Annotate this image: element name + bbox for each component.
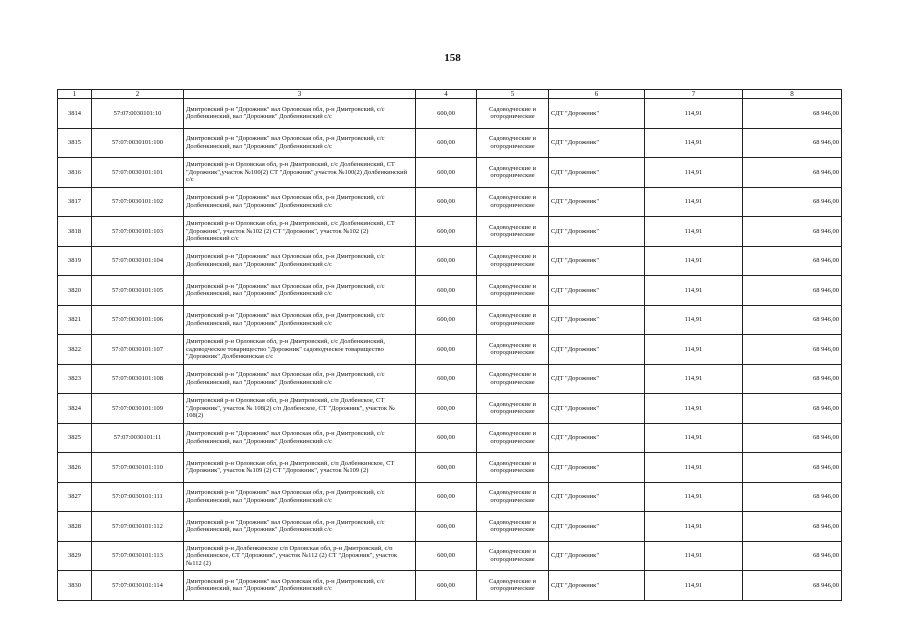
cadastral-value-cell: 68 946,00 [743,305,842,335]
cadastral-number-cell: 57:07:0030101:114 [92,571,184,601]
row-number-cell: 3817 [58,187,92,217]
address-cell: Дмитровский р-н "Дорожник" вал Орловская обл, р-н Дмитровский, с/с Долбенкинский, вал "Дорожник" Долбенкинский с/с [184,512,416,542]
row-number-cell: 3823 [58,364,92,394]
row-number-cell: 3820 [58,276,92,306]
page-number: 158 [444,52,461,64]
specific-value-cell: 114,91 [645,453,743,483]
land-use-cell: Садоводческие и огороднические [477,276,549,306]
column-header: 7 [645,90,743,99]
column-number-row [58,90,842,99]
address-cell: Дмитровский р-н "Дорожник" вал Орловская обл, р-н Дмитровский, с/с Долбенкинский, вал "Дорожник" Долбенкинский с/с [184,305,416,335]
row-number-cell: 3816 [58,158,92,188]
specific-value-cell: 114,91 [645,394,743,424]
land-use-cell: Садоводческие и огороднические [477,99,549,129]
table-row [58,128,842,158]
area-cell: 600,00 [416,217,477,247]
land-use-cell: Садоводческие и огороднические [477,394,549,424]
address-cell: Дмитровский р-н "Дорожник" вал Орловская обл, р-н Дмитровский, с/с Долбенкинский, вал "Дорожник" Долбенкинский с/с [184,99,416,129]
specific-value-cell: 114,91 [645,158,743,188]
land-use-cell: Садоводческие и огороднические [477,364,549,394]
column-header: 4 [416,90,477,99]
land-use-cell: Садоводческие и огороднические [477,423,549,453]
specific-value-cell: 114,91 [645,305,743,335]
land-use-cell: Садоводческие и огороднические [477,482,549,512]
cadastral-number-cell: 57:07:0030101:108 [92,364,184,394]
column-header: 5 [477,90,549,99]
land-use-cell: Садоводческие и огороднические [477,335,549,365]
area-cell: 600,00 [416,276,477,306]
area-cell: 600,00 [416,571,477,601]
land-use-cell: Садоводческие и огороднические [477,187,549,217]
land-use-cell: Садоводческие и огороднические [477,158,549,188]
table-row [58,158,842,188]
area-cell: 600,00 [416,158,477,188]
area-cell: 600,00 [416,541,477,571]
address-cell: Дмитровский р-н "Дорожник" вал Орловская обл, р-н Дмитровский, с/с Долбенкинский, вал "Дорожник" Долбенкинский с/с [184,482,416,512]
owner-cell: СДТ "Дорожник" [549,482,645,512]
specific-value-cell: 114,91 [645,335,743,365]
area-cell: 600,00 [416,99,477,129]
specific-value-cell: 114,91 [645,571,743,601]
table-row [58,335,842,365]
table-row [58,394,842,424]
land-use-cell: Садоводческие и огороднические [477,217,549,247]
cadastral-number-cell: 57:07:0030101:109 [92,394,184,424]
land-use-cell: Садоводческие и огороднические [477,541,549,571]
owner-cell: СДТ "Дорожник" [549,187,645,217]
specific-value-cell: 114,91 [645,482,743,512]
cadastral-value-cell: 68 946,00 [743,246,842,276]
address-cell: Дмитровский р-н "Дорожник" вал Орловская обл, р-н Дмитровский, с/с Долбенкинский, вал "Дорожник" Долбенкинский с/с [184,423,416,453]
cadastral-value-cell: 68 946,00 [743,571,842,601]
column-header: 8 [743,90,842,99]
area-cell: 600,00 [416,128,477,158]
row-number-cell: 3824 [58,394,92,424]
area-cell: 600,00 [416,482,477,512]
area-cell: 600,00 [416,246,477,276]
cadastral-value-cell: 68 946,00 [743,512,842,542]
owner-cell: СДТ "Дорожник" [549,246,645,276]
cadastral-value-cell: 68 946,00 [743,541,842,571]
cadastral-value-cell: 68 946,00 [743,217,842,247]
table-row [58,217,842,247]
cadastral-value-cell: 68 946,00 [743,364,842,394]
area-cell: 600,00 [416,512,477,542]
address-cell: Дмитровский р-н "Дорожник" вал Орловская обл, р-н Дмитровский, с/с Долбенкинский, вал "Дорожник" Долбенкинский с/с [184,187,416,217]
specific-value-cell: 114,91 [645,512,743,542]
cadastral-value-cell: 68 946,00 [743,158,842,188]
cadastral-value-cell: 68 946,00 [743,394,842,424]
row-number-cell: 3830 [58,571,92,601]
specific-value-cell: 114,91 [645,217,743,247]
address-cell: Дмитровский р-н Долбенкинское с/п Орловская обл, р-н Дмитровский, с/п Долбенкинское, СТ "Дорожник", участок №112 (2) СТ "Дорожник", участок №112 (2) [184,541,416,571]
table-row [58,276,842,306]
specific-value-cell: 114,91 [645,128,743,158]
cadastral-value-cell: 68 946,00 [743,187,842,217]
owner-cell: СДТ "Дорожник" [549,158,645,188]
owner-cell: СДТ "Дорожник" [549,99,645,129]
specific-value-cell: 114,91 [645,541,743,571]
owner-cell: СДТ "Дорожник" [549,541,645,571]
table-row [58,453,842,483]
address-cell: Дмитровский р-н Орловская обл, р-н Дмитровский, с/с Долбенкинский, СТ "Дорожник", участок №102 (2) СТ "Дорожник", участок №102 (2) Долбенкинский с/с [184,217,416,247]
specific-value-cell: 114,91 [645,364,743,394]
area-cell: 600,00 [416,335,477,365]
area-cell: 600,00 [416,187,477,217]
cadastral-value-cell: 68 946,00 [743,335,842,365]
cadastral-number-cell: 57:07:0030101:107 [92,335,184,365]
cadastral-number-cell: 57:07:0030101:105 [92,276,184,306]
owner-cell: СДТ "Дорожник" [549,423,645,453]
land-use-cell: Садоводческие и огороднические [477,512,549,542]
cadastral-number-cell: 57:07:0030101:104 [92,246,184,276]
column-header: 6 [549,90,645,99]
owner-cell: СДТ "Дорожник" [549,276,645,306]
table-row [58,482,842,512]
area-cell: 600,00 [416,305,477,335]
address-cell: Дмитровский р-н Орловская обл, р-н Дмитровский, с/п Долбенское, СТ "Дорожник", участок № 108(2) с/п Долбенское, СТ "Дорожник", участок № 108(2) [184,394,416,424]
table-row [58,541,842,571]
table-row [58,364,842,394]
row-number-cell: 3826 [58,453,92,483]
owner-cell: СДТ "Дорожник" [549,364,645,394]
cadastral-number-cell: 57:07:0030101:101 [92,158,184,188]
specific-value-cell: 114,91 [645,276,743,306]
area-cell: 600,00 [416,453,477,483]
column-header: 3 [184,90,416,99]
land-use-cell: Садоводческие и огороднические [477,305,549,335]
specific-value-cell: 114,91 [645,423,743,453]
area-cell: 600,00 [416,394,477,424]
address-cell: Дмитровский р-н "Дорожник" вал Орловская обл, р-н Дмитровский, с/с Долбенкинский, вал "Дорожник" Долбенкинский с/с [184,364,416,394]
cadastral-value-cell: 68 946,00 [743,128,842,158]
land-use-cell: Садоводческие и огороднические [477,571,549,601]
cadastral-number-cell: 57:07:0030101:112 [92,512,184,542]
cadastral-number-cell: 57:07:0030101:102 [92,187,184,217]
owner-cell: СДТ "Дорожник" [549,571,645,601]
address-cell: Дмитровский р-н "Дорожник" вал Орловская обл, р-н Дмитровский, с/с Долбенкинский, вал "Дорожник" Долбенкинский с/с [184,246,416,276]
table-row [58,512,842,542]
area-cell: 600,00 [416,364,477,394]
row-number-cell: 3815 [58,128,92,158]
address-cell: Дмитровский р-н Орловская обл, р-н Дмитровский, с/п Долбенкинское, СТ "Дорожник", участок №109 (2) СТ "Дорожник", участок №109 (2) [184,453,416,483]
table-row [58,423,842,453]
row-number-cell: 3821 [58,305,92,335]
cadastral-number-cell: 57:07:0030101:103 [92,217,184,247]
cadastral-number-cell: 57:07:0030101:11 [92,423,184,453]
cadastral-value-cell: 68 946,00 [743,99,842,129]
row-number-cell: 3822 [58,335,92,365]
cadastral-value-cell: 68 946,00 [743,453,842,483]
row-number-cell: 3819 [58,246,92,276]
address-cell: Дмитровский р-н "Дорожник" вал Орловская обл, р-н Дмитровский, с/с Долбенкинский, вал "Дорожник" Долбенкинский с/с [184,571,416,601]
owner-cell: СДТ "Дорожник" [549,394,645,424]
cadastral-value-cell: 68 946,00 [743,482,842,512]
cadastral-number-cell: 57:07:0030101:10 [92,99,184,129]
owner-cell: СДТ "Дорожник" [549,128,645,158]
land-registry-table [57,89,842,601]
specific-value-cell: 114,91 [645,246,743,276]
cadastral-number-cell: 57:07:0030101:111 [92,482,184,512]
table-row [58,99,842,129]
cadastral-number-cell: 57:07:0030101:100 [92,128,184,158]
table-row [58,187,842,217]
owner-cell: СДТ "Дорожник" [549,217,645,247]
specific-value-cell: 114,91 [645,99,743,129]
owner-cell: СДТ "Дорожник" [549,335,645,365]
address-cell: Дмитровский р-н Орловская обл, р-н Дмитровский, с/с Долбенкинский, СТ "Дорожник",участок №100(2) СТ "Дорожник",участок №100(2) Долбенкинский с/с [184,158,416,188]
row-number-cell: 3818 [58,217,92,247]
row-number-cell: 3828 [58,512,92,542]
cadastral-value-cell: 68 946,00 [743,423,842,453]
row-number-cell: 3829 [58,541,92,571]
column-header: 2 [92,90,184,99]
owner-cell: СДТ "Дорожник" [549,512,645,542]
table-row [58,571,842,601]
table-row [58,305,842,335]
land-use-cell: Садоводческие и огороднические [477,128,549,158]
row-number-cell: 3814 [58,99,92,129]
cadastral-number-cell: 57:07:0030101:110 [92,453,184,483]
cadastral-number-cell: 57:07:0030101:106 [92,305,184,335]
table-body [58,99,842,601]
land-use-cell: Садоводческие и огороднические [477,453,549,483]
cadastral-value-cell: 68 946,00 [743,276,842,306]
area-cell: 600,00 [416,423,477,453]
row-number-cell: 3825 [58,423,92,453]
row-number-cell: 3827 [58,482,92,512]
cadastral-number-cell: 57:07:0030101:113 [92,541,184,571]
owner-cell: СДТ "Дорожник" [549,305,645,335]
specific-value-cell: 114,91 [645,187,743,217]
address-cell: Дмитровский р-н "Дорожник" вал Орловская обл, р-н Дмитровский, с/с Долбенкинский, вал "Дорожник" Долбенкинский с/с [184,128,416,158]
address-cell: Дмитровский р-н "Дорожник" вал Орловская обл, р-н Дмитровский, с/с Долбенкинский, вал "Дорожник" Долбенкинский с/с [184,276,416,306]
table-row [58,246,842,276]
address-cell: Дмитровский р-н Орловская обл, р-н Дмитровский, с/с Долбенкинский, садоводческое товарищество "Дорожник" садоводческое товарищество "Дорожник" Долбенкинская с/с [184,335,416,365]
land-use-cell: Садоводческие и огороднические [477,246,549,276]
column-header: 1 [58,90,92,99]
owner-cell: СДТ "Дорожник" [549,453,645,483]
